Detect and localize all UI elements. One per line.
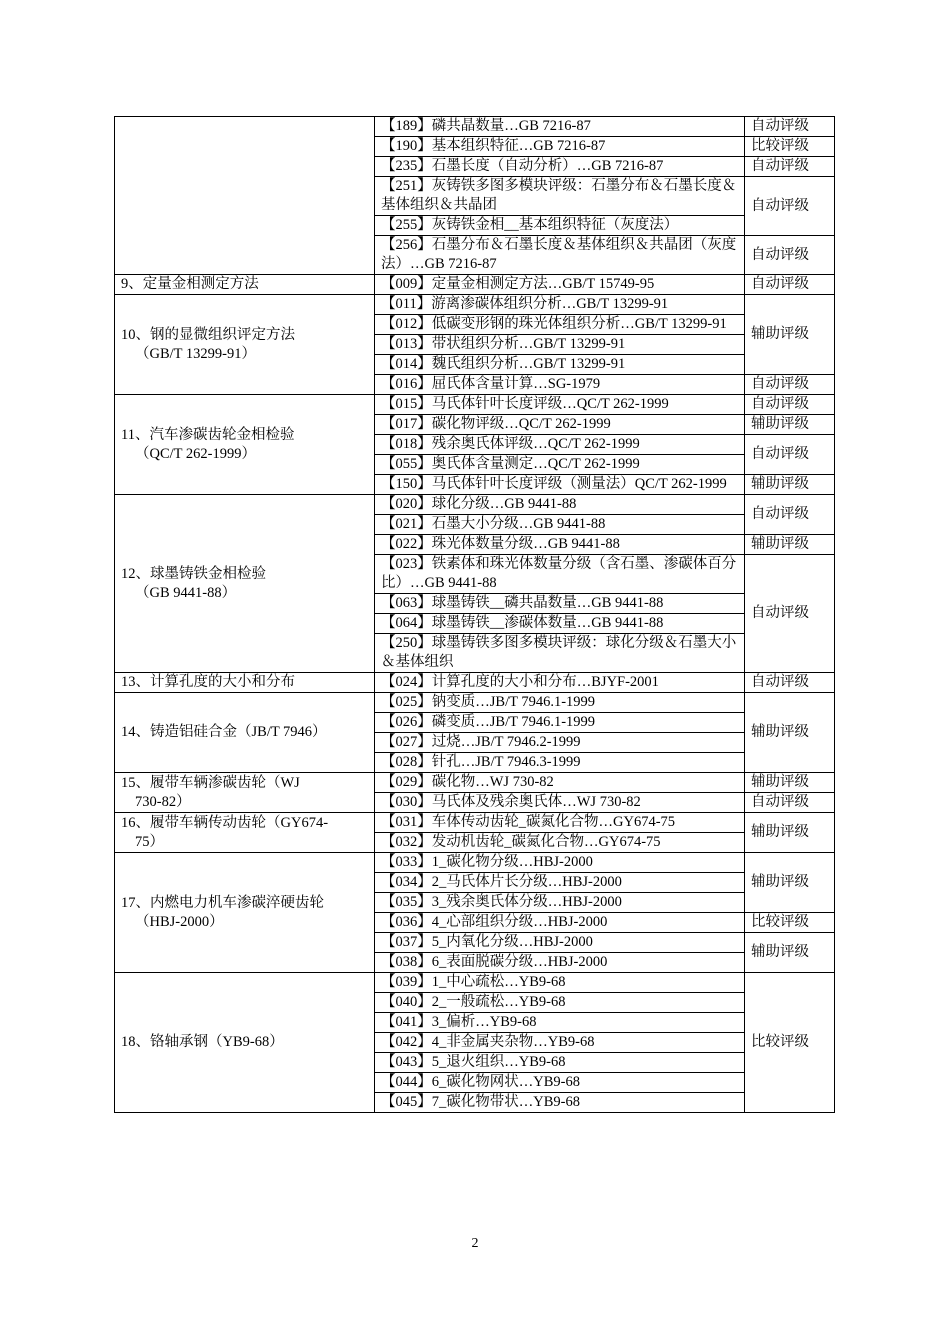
item-cell: 【251】灰铸铁多图多模块评级：石墨分布＆石墨长度＆基体组织＆共晶团 bbox=[375, 177, 745, 216]
section-title-cell bbox=[115, 853, 375, 973]
item-cell: 【189】磷共晶数量…GB 7216-87 bbox=[375, 117, 745, 137]
section-title-cell bbox=[115, 295, 375, 395]
item-cell: 【021】石墨大小分级…GB 9441-88 bbox=[375, 515, 745, 535]
table-row bbox=[115, 673, 835, 693]
grade-cell: 自动评级 bbox=[745, 275, 835, 295]
grade-cell: 自动评级 bbox=[745, 177, 835, 236]
grade-cell: 自动评级 bbox=[745, 435, 835, 475]
table-row bbox=[115, 693, 835, 713]
section-title: 15、履带车辆渗碳齿轮（WJ bbox=[121, 774, 300, 791]
section-standard: 730-82） bbox=[135, 793, 191, 810]
item-cell: 【022】珠光体数量分级…GB 9441-88 bbox=[375, 535, 745, 555]
section-title: 17、内燃电力机车渗碳淬硬齿轮 bbox=[121, 894, 324, 911]
item-cell: 【031】车体传动齿轮_碳氮化合物…GY674-75 bbox=[375, 813, 745, 833]
table-row bbox=[115, 395, 835, 415]
section-title-cell bbox=[115, 395, 375, 495]
item-cell: 【036】4_心部组织分级…HBJ-2000 bbox=[375, 913, 745, 933]
section-title-cell bbox=[115, 813, 375, 853]
item-cell: 【255】灰铸铁金相__基本组织特征（灰度法） bbox=[375, 216, 745, 236]
table-row bbox=[115, 853, 835, 873]
page-number: 2 bbox=[471, 1236, 479, 1251]
grade-cell: 自动评级 bbox=[745, 117, 835, 137]
grade-cell: 辅助评级 bbox=[745, 933, 835, 973]
table-row bbox=[115, 275, 835, 295]
grade-cell: 辅助评级 bbox=[745, 693, 835, 773]
table-row bbox=[115, 773, 835, 793]
standards-table bbox=[114, 116, 835, 1113]
item-cell: 【043】5_退火组织…YB9-68 bbox=[375, 1053, 745, 1073]
item-cell: 【235】石墨长度（自动分析）…GB 7216-87 bbox=[375, 157, 745, 177]
item-cell: 【035】3_残余奥氏体分级…HBJ-2000 bbox=[375, 893, 745, 913]
item-cell: 【033】1_碳化物分级…HBJ-2000 bbox=[375, 853, 745, 873]
grade-cell: 比较评级 bbox=[745, 973, 835, 1113]
grade-cell: 辅助评级 bbox=[745, 415, 835, 435]
item-cell: 【250】球墨铸铁多图多模块评级：球化分级＆石墨大小＆基体组织 bbox=[375, 634, 745, 673]
item-cell: 【028】针孔…JB/T 7946.3-1999 bbox=[375, 753, 745, 773]
item-cell: 【015】马氏体针叶长度评级…QC/T 262-1999 bbox=[375, 395, 745, 415]
item-cell: 【064】球墨铸铁__渗碳体数量…GB 9441-88 bbox=[375, 614, 745, 634]
item-cell: 【044】6_碳化物网状…YB9-68 bbox=[375, 1073, 745, 1093]
item-cell: 【016】屈氏体含量计算…SG-1979 bbox=[375, 375, 745, 395]
section-standard: （GB 9441-88） bbox=[135, 584, 237, 601]
section-title: 13、计算孔度的大小和分布 bbox=[121, 674, 295, 690]
section-title: 18、铬轴承钢（YB9-68） bbox=[121, 1034, 284, 1050]
section-title: 11、汽车渗碳齿轮金相检验 bbox=[121, 426, 295, 443]
section-title-cell bbox=[115, 973, 375, 1113]
item-cell: 【045】7_碳化物带状…YB9-68 bbox=[375, 1093, 745, 1113]
item-cell: 【020】球化分级…GB 9441-88 bbox=[375, 495, 745, 515]
section-standard: （HBJ-2000） bbox=[135, 913, 224, 930]
section-title: 16、履带车辆传动齿轮（GY674- bbox=[121, 814, 329, 831]
item-cell: 【012】低碳变形钢的珠光体组织分析…GB/T 13299-91 bbox=[375, 315, 745, 335]
item-cell: 【025】钠变质…JB/T 7946.1-1999 bbox=[375, 693, 745, 713]
item-cell: 【018】残余奥氏体评级…QC/T 262-1999 bbox=[375, 435, 745, 455]
item-cell: 【037】5_内氧化分级…HBJ-2000 bbox=[375, 933, 745, 953]
section-standard: 75） bbox=[135, 833, 164, 850]
section-title-cell bbox=[115, 495, 375, 673]
item-cell: 【038】6_表面脱碳分级…HBJ-2000 bbox=[375, 953, 745, 973]
section-title-cell bbox=[115, 693, 375, 773]
grade-cell: 辅助评级 bbox=[745, 853, 835, 913]
section-cell-continued bbox=[115, 117, 375, 275]
item-cell: 【014】魏氏组织分析…GB/T 13299-91 bbox=[375, 355, 745, 375]
item-cell: 【041】3_偏析…YB9-68 bbox=[375, 1013, 745, 1033]
item-cell: 【190】基本组织特征…GB 7216-87 bbox=[375, 137, 745, 157]
section-title: 12、球墨铸铁金相检验 bbox=[121, 565, 266, 582]
table-row bbox=[115, 495, 835, 515]
section-title: 9、定量金相测定方法 bbox=[121, 276, 259, 292]
grade-cell: 自动评级 bbox=[745, 495, 835, 535]
item-cell: 【055】奥氏体含量测定…QC/T 262-1999 bbox=[375, 455, 745, 475]
table-row bbox=[115, 973, 835, 993]
item-cell: 【040】2_一般疏松…YB9-68 bbox=[375, 993, 745, 1013]
item-cell: 【039】1_中心疏松…YB9-68 bbox=[375, 973, 745, 993]
grade-cell: 自动评级 bbox=[745, 375, 835, 395]
item-cell: 【013】带状组织分析…GB/T 13299-91 bbox=[375, 335, 745, 355]
table-row bbox=[115, 813, 835, 833]
grade-cell: 自动评级 bbox=[745, 673, 835, 693]
section-title: 14、铸造铝硅合金（JB/T 7946） bbox=[121, 724, 327, 740]
grade-cell: 辅助评级 bbox=[745, 295, 835, 375]
item-cell: 【034】2_马氏体片长分级…HBJ-2000 bbox=[375, 873, 745, 893]
section-title-cell bbox=[115, 773, 375, 813]
section-title-cell bbox=[115, 275, 375, 295]
grade-cell: 辅助评级 bbox=[745, 535, 835, 555]
section-title: 10、钢的显微组织评定方法 bbox=[121, 326, 295, 343]
grade-cell: 自动评级 bbox=[745, 793, 835, 813]
item-cell: 【256】石墨分布＆石墨长度＆基体组织＆共晶团（灰度法）…GB 7216-87 bbox=[375, 236, 745, 275]
section-title-cell bbox=[115, 673, 375, 693]
item-cell: 【030】马氏体及残余奥氏体…WJ 730-82 bbox=[375, 793, 745, 813]
section-standard: （QC/T 262-1999） bbox=[135, 445, 256, 462]
item-cell: 【063】球墨铸铁__磷共晶数量…GB 9441-88 bbox=[375, 594, 745, 614]
item-cell: 【032】发动机齿轮_碳氮化合物…GY674-75 bbox=[375, 833, 745, 853]
grade-cell: 自动评级 bbox=[745, 236, 835, 275]
item-cell: 【011】游离渗碳体组织分析…GB/T 13299-91 bbox=[375, 295, 745, 315]
grade-cell: 比较评级 bbox=[745, 913, 835, 933]
item-cell: 【009】定量金相测定方法…GB/T 15749-95 bbox=[375, 275, 745, 295]
item-cell: 【042】4_非金属夹杂物…YB9-68 bbox=[375, 1033, 745, 1053]
grade-cell: 自动评级 bbox=[745, 157, 835, 177]
grade-cell: 自动评级 bbox=[745, 395, 835, 415]
item-cell: 【024】计算孔度的大小和分布…BJYF-2001 bbox=[375, 673, 745, 693]
item-cell: 【027】过烧…JB/T 7946.2-1999 bbox=[375, 733, 745, 753]
item-cell: 【023】铁素体和珠光体数量分级（含石墨、渗碳体百分比）…GB 9441-88 bbox=[375, 555, 745, 594]
table-row bbox=[115, 295, 835, 315]
item-cell: 【026】磷变质…JB/T 7946.1-1999 bbox=[375, 713, 745, 733]
table-row bbox=[115, 117, 835, 137]
grade-cell: 辅助评级 bbox=[745, 475, 835, 495]
item-cell: 【029】碳化物…WJ 730-82 bbox=[375, 773, 745, 793]
grade-cell: 比较评级 bbox=[745, 137, 835, 157]
item-cell: 【017】碳化物评级…QC/T 262-1999 bbox=[375, 415, 745, 435]
grade-cell: 辅助评级 bbox=[745, 813, 835, 853]
section-standard: （GB/T 13299-91） bbox=[135, 345, 256, 362]
grade-cell: 自动评级 bbox=[745, 555, 835, 673]
grade-cell: 辅助评级 bbox=[745, 773, 835, 793]
item-cell: 【150】马氏体针叶长度评级（测量法）QC/T 262-1999 bbox=[375, 475, 745, 495]
